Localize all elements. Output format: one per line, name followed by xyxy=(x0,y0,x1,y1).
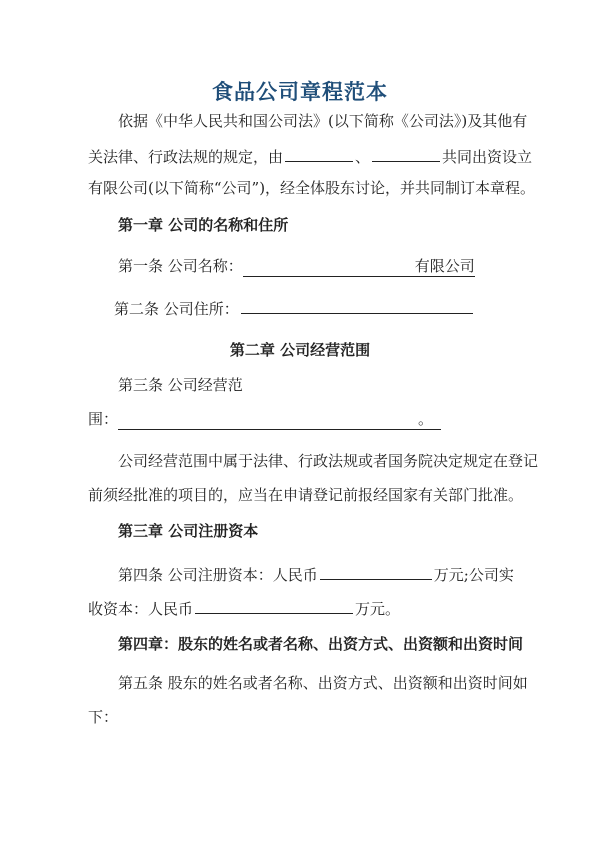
founder-blank-1[interactable] xyxy=(285,145,353,162)
article-4-label: 第四条 公司注册资本：人民币 xyxy=(118,566,318,584)
article-2 xyxy=(114,297,475,319)
article-4-unit-1: 万元;公司实 xyxy=(433,566,514,584)
chapter-2-heading: 第二章 公司经营范围 xyxy=(229,341,371,359)
article-4-line-2 xyxy=(88,597,400,619)
article-3-end: 。 xyxy=(418,410,434,428)
article-1-suffix: 有限公司 xyxy=(414,257,475,275)
article-4-unit-2: 万元。 xyxy=(355,600,401,618)
article-5-line-1: 第五条 股东的姓名或者名称、出资方式、出资额和出资时间如 xyxy=(118,674,528,692)
founder-blank-2[interactable] xyxy=(372,145,440,162)
registered-capital-field[interactable] xyxy=(320,563,432,580)
document-title: 食品公司章程范本 xyxy=(212,79,388,104)
scope-note-line-1: 公司经营范围中属于法律、行政法规或者国务院决定规定在登记 xyxy=(118,452,539,470)
article-5-line-2: 下： xyxy=(88,708,119,726)
preamble-line-2-text-b: 共同出资设立 xyxy=(442,148,533,166)
preamble-line-2-sep: 、 xyxy=(355,148,371,166)
article-4-line-2-label: 收资本：人民币 xyxy=(88,600,194,618)
article-3-cont xyxy=(88,409,441,430)
preamble-line-1: 依据《中华人民共和国公司法》(以下简称《公司法》)及其他有 xyxy=(118,112,528,130)
preamble-line-2-text-a: 关法律、行政法规的规定，由 xyxy=(88,148,284,166)
company-address-field[interactable] xyxy=(241,297,473,314)
article-2-label: 第二条 公司住所： xyxy=(114,300,239,318)
preamble-line-3: 有限公司(以下简称“公司”)，经全体股东讨论，并共同制订本章程。 xyxy=(88,179,536,197)
chapter-3-heading: 第三章 公司注册资本 xyxy=(118,522,259,540)
article-3-label-cont: 围： xyxy=(88,410,119,428)
paid-in-capital-field[interactable] xyxy=(195,597,353,614)
article-1 xyxy=(118,256,475,277)
article-4-line-1 xyxy=(118,563,514,585)
article-1-label: 第一条 公司名称： xyxy=(118,257,243,275)
scope-note-line-2: 前须经批准的项目的，应当在申请登记前报经国家有关部门批准。 xyxy=(88,486,524,504)
company-name-field[interactable] xyxy=(243,256,475,277)
preamble-line-2 xyxy=(88,145,532,167)
business-scope-field[interactable] xyxy=(118,409,441,430)
chapter-1-heading: 第一章 公司的名称和住所 xyxy=(118,216,289,234)
chapter-4-heading: 第四章：股东的姓名或者名称、出资方式、出资额和出资时间 xyxy=(118,635,524,653)
article-3-label: 第三条 公司经营范 xyxy=(118,376,243,394)
